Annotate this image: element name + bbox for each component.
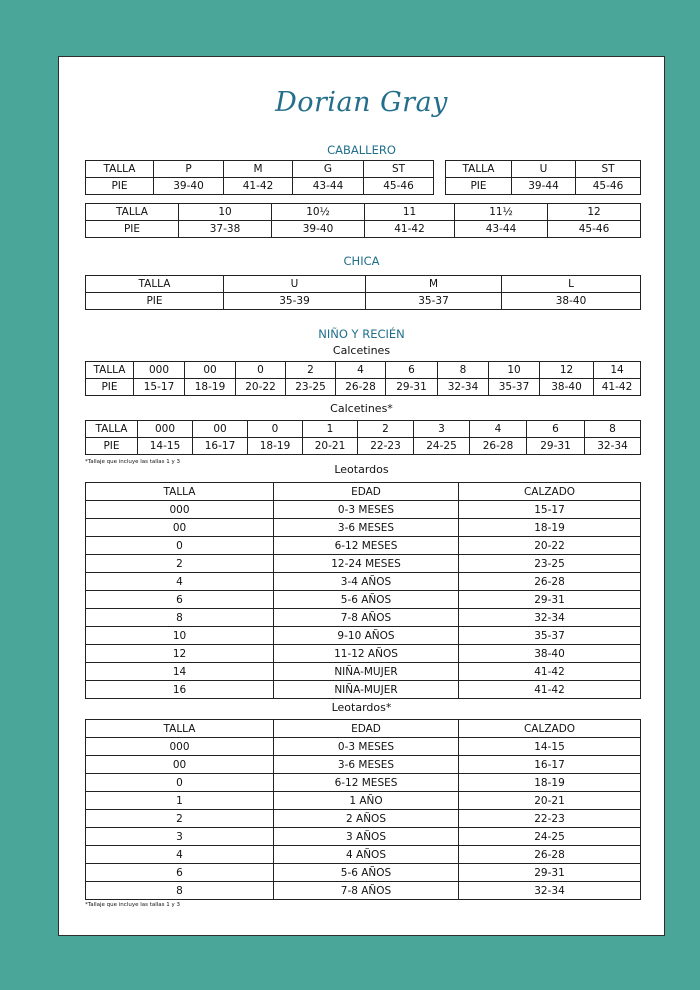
table-cell: 2 AÑOS — [274, 810, 459, 828]
table-header-row — [86, 421, 641, 438]
table-cell: 26-28 — [459, 573, 641, 591]
table-row — [86, 663, 641, 681]
header-cell: 12 — [548, 204, 641, 221]
table-row — [86, 756, 641, 774]
table-cell: 20-22 — [236, 379, 286, 396]
section-title-nino: NIÑO Y RECIÉN — [318, 327, 405, 341]
header-cell: 4 — [470, 421, 527, 438]
header-cell: 11½ — [455, 204, 548, 221]
table-calcetines-star — [85, 420, 641, 455]
table-cell: 18-19 — [185, 379, 236, 396]
table-cell: 29-31 — [459, 591, 641, 609]
header-cell: 000 — [138, 421, 193, 438]
table-cell: PIE — [86, 221, 179, 238]
table-cell: 15-17 — [134, 379, 185, 396]
header-cell: EDAD — [274, 483, 459, 501]
table-cell: 29-31 — [459, 864, 641, 882]
table-cell: 8 — [86, 882, 274, 900]
table-cell: 3-6 MESES — [274, 519, 459, 537]
table-cell: 22-23 — [459, 810, 641, 828]
table-cell: 38-40 — [459, 645, 641, 663]
header-cell: 10½ — [272, 204, 365, 221]
table-row — [86, 738, 641, 756]
table-cell: 45-46 — [364, 178, 434, 195]
header-cell: L — [502, 276, 641, 293]
table-row — [446, 178, 641, 195]
table-cell: 3 AÑOS — [274, 828, 459, 846]
table-cell: 4 AÑOS — [274, 846, 459, 864]
table-cell: 3-6 MESES — [274, 756, 459, 774]
table-row — [86, 501, 641, 519]
table-cell: 6 — [86, 864, 274, 882]
subtitle-leotardos: Leotardos — [334, 463, 389, 476]
table-row — [86, 591, 641, 609]
header-cell: 6 — [527, 421, 585, 438]
table-cell: 6 — [86, 591, 274, 609]
table-row — [86, 864, 641, 882]
table-cell: 6-12 MESES — [274, 537, 459, 555]
header-cell: 12 — [540, 362, 594, 379]
table-cell: 43-44 — [455, 221, 548, 238]
table-cell: 41-42 — [224, 178, 293, 195]
table-cell: 16-17 — [459, 756, 641, 774]
table-cell: 0-3 MESES — [274, 501, 459, 519]
table-header-row — [86, 720, 641, 738]
table-cell: 0 — [86, 537, 274, 555]
table-cell: 16-17 — [193, 438, 248, 455]
table-cell: 41-42 — [365, 221, 455, 238]
header-cell: TALLA — [86, 204, 179, 221]
table-cell: 41-42 — [459, 663, 641, 681]
table-row — [86, 555, 641, 573]
table-cell: 29-31 — [527, 438, 585, 455]
table-header-row — [86, 204, 641, 221]
table-cell: 3 — [86, 828, 274, 846]
header-cell: 2 — [358, 421, 414, 438]
table-cell: 43-44 — [293, 178, 364, 195]
table-cell: 23-25 — [286, 379, 336, 396]
header-cell: 000 — [134, 362, 185, 379]
header-cell: ST — [364, 161, 434, 178]
header-cell: U — [224, 276, 366, 293]
table-row — [86, 609, 641, 627]
table-cell: PIE — [86, 178, 154, 195]
subtitle-calcetines-star: Calcetines* — [330, 402, 393, 415]
header-cell: 00 — [193, 421, 248, 438]
table-cell: PIE — [86, 293, 224, 310]
section-title-caballero: CABALLERO — [327, 143, 396, 157]
header-cell: 4 — [336, 362, 386, 379]
table-cell: 35-37 — [489, 379, 540, 396]
header-cell: M — [224, 161, 293, 178]
header-cell: TALLA — [86, 421, 138, 438]
table-cell: 7-8 AÑOS — [274, 882, 459, 900]
table-caballero-letter — [85, 160, 434, 195]
table-cell: 2 — [86, 555, 274, 573]
table-row — [86, 810, 641, 828]
table-cell: 10 — [86, 627, 274, 645]
table-cell: 14-15 — [459, 738, 641, 756]
table-cell: 26-28 — [336, 379, 386, 396]
header-cell: 0 — [236, 362, 286, 379]
table-row — [86, 792, 641, 810]
header-cell: TALLA — [86, 362, 134, 379]
table-cell: 38-40 — [502, 293, 641, 310]
table-cell: 0-3 MESES — [274, 738, 459, 756]
table-cell: 2 — [86, 810, 274, 828]
header-cell: P — [154, 161, 224, 178]
table-row — [86, 645, 641, 663]
table-cell: 39-40 — [154, 178, 224, 195]
table-row — [86, 519, 641, 537]
table-caballero-unique — [445, 160, 641, 195]
table-cell: 20-22 — [459, 537, 641, 555]
header-cell: CALZADO — [459, 483, 641, 501]
table-cell: NIÑA-MUJER — [274, 681, 459, 699]
table-cell: 38-40 — [540, 379, 594, 396]
table-cell: 0 — [86, 774, 274, 792]
note-leotardos: *Tallaje que incluye las tallas 1 y 3 — [85, 902, 181, 908]
table-cell: 1 AÑO — [274, 792, 459, 810]
header-cell: 11 — [365, 204, 455, 221]
note-calcetines: *Tallaje que incluye las tallas 1 y 3 — [85, 459, 181, 465]
table-cell: 26-28 — [470, 438, 527, 455]
table-cell: NIÑA-MUJER — [274, 663, 459, 681]
table-cell: 35-39 — [224, 293, 366, 310]
table-cell: 22-23 — [358, 438, 414, 455]
header-cell: TALLA — [446, 161, 512, 178]
table-cell: 32-34 — [459, 882, 641, 900]
table-cell: 41-42 — [594, 379, 641, 396]
table-header-row — [86, 161, 434, 178]
header-cell: 3 — [414, 421, 470, 438]
table-cell: 24-25 — [459, 828, 641, 846]
section-title-chica: CHICA — [343, 254, 380, 268]
header-cell: U — [512, 161, 576, 178]
table-cell: 5-6 AÑOS — [274, 864, 459, 882]
table-cell: 7-8 AÑOS — [274, 609, 459, 627]
size-chart-page — [59, 57, 664, 935]
header-cell: 14 — [594, 362, 641, 379]
table-cell: 39-44 — [512, 178, 576, 195]
table-row — [86, 438, 641, 455]
table-cell: 8 — [86, 609, 274, 627]
header-cell: TALLA — [86, 483, 274, 501]
table-header-row — [86, 276, 641, 293]
table-cell: 12 — [86, 645, 274, 663]
brand-logo: Dorian Gray — [275, 87, 448, 118]
header-cell: EDAD — [274, 720, 459, 738]
table-cell: 14 — [86, 663, 274, 681]
table-cell: 20-21 — [303, 438, 358, 455]
table-cell: 000 — [86, 738, 274, 756]
table-cell: PIE — [446, 178, 512, 195]
table-cell: 000 — [86, 501, 274, 519]
table-leotardos-star — [85, 719, 641, 900]
table-header-row — [86, 362, 641, 379]
table-row — [86, 293, 641, 310]
table-cell: 37-38 — [179, 221, 272, 238]
table-cell: 4 — [86, 846, 274, 864]
table-cell: 9-10 AÑOS — [274, 627, 459, 645]
table-cell: 32-34 — [459, 609, 641, 627]
header-cell: 8 — [585, 421, 641, 438]
table-cell: 26-28 — [459, 846, 641, 864]
table-row — [86, 627, 641, 645]
table-cell: 39-40 — [272, 221, 365, 238]
table-cell: 00 — [86, 756, 274, 774]
table-leotardos — [85, 482, 641, 699]
table-row — [86, 537, 641, 555]
table-cell: 4 — [86, 573, 274, 591]
table-cell: 18-19 — [459, 774, 641, 792]
table-cell: 45-46 — [576, 178, 641, 195]
header-cell: 00 — [185, 362, 236, 379]
header-cell: 8 — [438, 362, 489, 379]
table-cell: 18-19 — [248, 438, 303, 455]
table-caballero-number — [85, 203, 641, 238]
table-row — [86, 178, 434, 195]
table-header-row — [86, 483, 641, 501]
header-cell: TALLA — [86, 161, 154, 178]
table-cell: 15-17 — [459, 501, 641, 519]
table-cell: 18-19 — [459, 519, 641, 537]
header-cell: 0 — [248, 421, 303, 438]
table-cell: 11-12 AÑOS — [274, 645, 459, 663]
table-header-row — [446, 161, 641, 178]
header-cell: G — [293, 161, 364, 178]
subtitle-calcetines: Calcetines — [332, 344, 391, 357]
header-cell: 1 — [303, 421, 358, 438]
table-cell: 1 — [86, 792, 274, 810]
table-cell: 12-24 MESES — [274, 555, 459, 573]
header-cell: TALLA — [86, 276, 224, 293]
table-cell: 41-42 — [459, 681, 641, 699]
table-row — [86, 379, 641, 396]
table-cell: 45-46 — [548, 221, 641, 238]
table-row — [86, 221, 641, 238]
table-cell: 29-31 — [386, 379, 438, 396]
table-row — [86, 774, 641, 792]
table-cell: 23-25 — [459, 555, 641, 573]
header-cell: M — [366, 276, 502, 293]
table-chica — [85, 275, 641, 310]
table-row — [86, 573, 641, 591]
header-cell: 10 — [489, 362, 540, 379]
table-cell: 00 — [86, 519, 274, 537]
table-cell: 16 — [86, 681, 274, 699]
table-cell: 3-4 AÑOS — [274, 573, 459, 591]
table-cell: 32-34 — [585, 438, 641, 455]
header-cell: 2 — [286, 362, 336, 379]
table-row — [86, 681, 641, 699]
header-cell: TALLA — [86, 720, 274, 738]
table-cell: 14-15 — [138, 438, 193, 455]
subtitle-leotardos-star: Leotardos* — [331, 701, 392, 714]
header-cell: CALZADO — [459, 720, 641, 738]
table-cell: 24-25 — [414, 438, 470, 455]
header-cell: ST — [576, 161, 641, 178]
table-cell: 35-37 — [459, 627, 641, 645]
table-row — [86, 828, 641, 846]
table-cell: 6-12 MESES — [274, 774, 459, 792]
table-row — [86, 882, 641, 900]
table-cell: 20-21 — [459, 792, 641, 810]
header-cell: 10 — [179, 204, 272, 221]
table-cell: 35-37 — [366, 293, 502, 310]
table-cell: PIE — [86, 438, 138, 455]
table-cell: 5-6 AÑOS — [274, 591, 459, 609]
header-cell: 6 — [386, 362, 438, 379]
table-cell: PIE — [86, 379, 134, 396]
table-calcetines — [85, 361, 641, 396]
table-row — [86, 846, 641, 864]
table-cell: 32-34 — [438, 379, 489, 396]
